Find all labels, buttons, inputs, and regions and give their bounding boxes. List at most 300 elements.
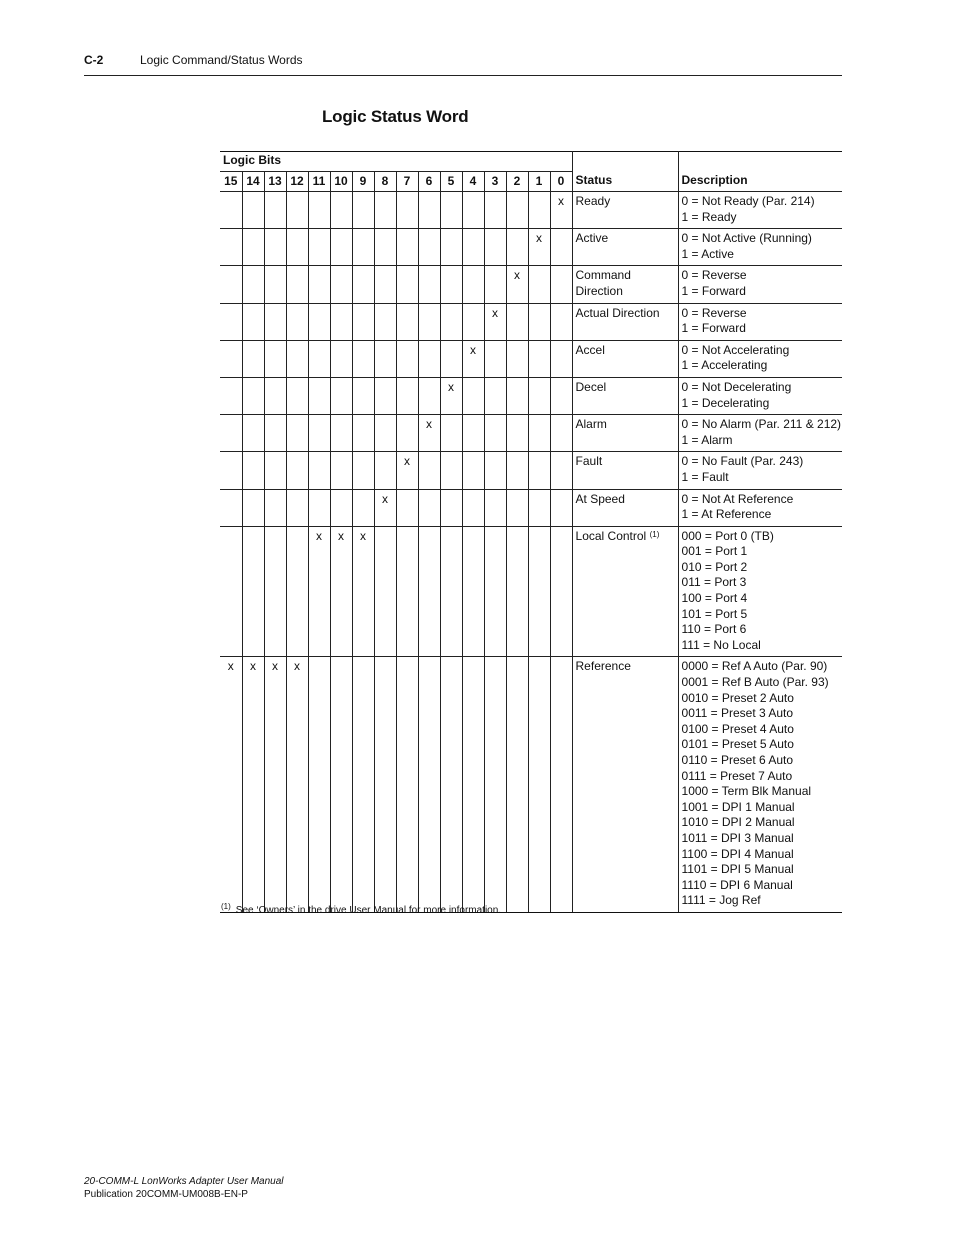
page-header [84, 52, 842, 76]
description-line: 0 = Not At Reference [681, 491, 794, 506]
description-line: 0101 = Preset 5 Auto [681, 737, 794, 752]
status-label: Fault [575, 454, 603, 469]
description-line: 1 = Fault [681, 469, 729, 484]
description-line: 0 = No Alarm (Par. 211 & 212) [681, 417, 842, 432]
description-line: 0111 = Preset 7 Auto [681, 768, 793, 783]
bit-cell [528, 489, 550, 526]
bit-cell [264, 489, 286, 526]
bit-mark: x [374, 489, 396, 526]
bit-mark: x [528, 229, 550, 266]
status-cell [572, 377, 678, 414]
bit-cell [418, 452, 440, 489]
bit-cell [440, 489, 462, 526]
status-text [576, 659, 676, 675]
description-line: 0011 = Preset 3 Auto [681, 706, 794, 721]
bit-cell [462, 229, 484, 266]
description-cell [678, 192, 842, 229]
bit-cell [440, 340, 462, 377]
bit-cell [396, 229, 418, 266]
bit-number-header: 12 [286, 172, 308, 192]
bit-mark: x [220, 657, 242, 913]
status-label: Active [575, 231, 609, 246]
bit-cell [220, 526, 242, 657]
bit-cell [374, 192, 396, 229]
bit-cell [242, 526, 264, 657]
description-line: 1 = Accelerating [681, 358, 768, 373]
table-row [220, 340, 842, 377]
status-cell [572, 340, 678, 377]
bit-cell [396, 340, 418, 377]
logic-status-word-table [220, 151, 842, 913]
bit-number-header: 8 [374, 172, 396, 192]
bit-cell [528, 415, 550, 452]
table-row [220, 452, 842, 489]
bit-cell [462, 415, 484, 452]
description-line: 1101 = DPI 5 Manual [681, 862, 794, 877]
bit-cell [352, 229, 374, 266]
description-cell [678, 340, 842, 377]
bit-cell [330, 229, 352, 266]
bit-cell [418, 340, 440, 377]
bit-cell [264, 415, 286, 452]
bit-cell [330, 415, 352, 452]
bit-cell [440, 526, 462, 657]
bit-cell [330, 452, 352, 489]
bit-cell [352, 377, 374, 414]
status-cell [572, 489, 678, 526]
bit-mark: x [506, 266, 528, 303]
status-cell [572, 657, 678, 913]
bit-cell [352, 266, 374, 303]
bit-number-header: 7 [396, 172, 418, 192]
bit-mark: x [352, 526, 374, 657]
description-cell [678, 229, 842, 266]
bit-cell [528, 192, 550, 229]
description-line: 1011 = DPI 3 Manual [681, 830, 794, 845]
bit-cell [550, 340, 572, 377]
bit-cell [506, 192, 528, 229]
bit-cell [506, 489, 528, 526]
bit-cell [396, 526, 418, 657]
bit-mark: x [440, 377, 462, 414]
table-row [220, 266, 842, 303]
status-label: Local Control [575, 528, 647, 543]
description-line: 1001 = DPI 1 Manual [681, 799, 795, 814]
bit-cell [550, 526, 572, 657]
bit-cell [440, 192, 462, 229]
description-line: 1 = Ready [681, 209, 737, 224]
bit-cell [352, 192, 374, 229]
bit-cell [330, 377, 352, 414]
bit-cell [264, 452, 286, 489]
table-row [220, 415, 842, 452]
bit-cell [374, 526, 396, 657]
bit-cell [528, 657, 550, 913]
description-line: 1000 = Term Blk Manual [681, 784, 812, 799]
description-line: 1 = Forward [681, 321, 746, 336]
description-line: 0100 = Preset 4 Auto [681, 721, 794, 736]
bit-cell [550, 303, 572, 340]
status-text [576, 380, 676, 396]
bit-cell [352, 303, 374, 340]
bit-cell [220, 452, 242, 489]
status-text [576, 231, 676, 247]
bit-cell [286, 229, 308, 266]
table-row [220, 377, 842, 414]
bit-cell [396, 266, 418, 303]
footnote-marker: (1) [221, 902, 231, 911]
bit-mark: x [396, 452, 418, 489]
bit-cell [484, 377, 506, 414]
bit-mark: x [550, 192, 572, 229]
status-text [576, 306, 676, 322]
bit-number-header: 5 [440, 172, 462, 192]
bit-cell [374, 229, 396, 266]
bit-cell [220, 340, 242, 377]
bit-cell [374, 452, 396, 489]
bit-number-header: 14 [242, 172, 264, 192]
bit-cell [440, 657, 462, 913]
bit-cell [330, 266, 352, 303]
bit-cell [242, 415, 264, 452]
description-line: 011 = Port 3 [681, 575, 747, 590]
bit-cell [396, 489, 418, 526]
bit-cell [506, 452, 528, 489]
bit-cell [396, 657, 418, 913]
description-cell [678, 415, 842, 452]
bit-cell [396, 415, 418, 452]
status-text [576, 417, 676, 433]
bit-cell [440, 229, 462, 266]
bit-cell [418, 303, 440, 340]
bit-cell [506, 526, 528, 657]
bit-cell [418, 526, 440, 657]
bit-number-header: 6 [418, 172, 440, 192]
bit-cell [264, 377, 286, 414]
bit-cell [550, 489, 572, 526]
bit-number-header: 11 [308, 172, 330, 192]
bit-cell [506, 303, 528, 340]
footnote-ref: (1) [649, 529, 660, 539]
description-line: 1 = Alarm [681, 432, 733, 447]
status-cell [572, 303, 678, 340]
bit-cell [462, 526, 484, 657]
bit-mark: x [484, 303, 506, 340]
table-header-row-1 [220, 152, 842, 172]
bit-cell [286, 377, 308, 414]
bit-cell [264, 229, 286, 266]
bit-cell [220, 192, 242, 229]
status-text [576, 194, 676, 210]
bit-cell [484, 657, 506, 913]
bit-cell [330, 192, 352, 229]
status-text [576, 492, 676, 508]
bit-cell [462, 377, 484, 414]
bit-cell [220, 377, 242, 414]
description-line: 0 = Reverse [681, 305, 747, 320]
status-text [576, 284, 676, 300]
bit-cell [242, 303, 264, 340]
bit-cell [374, 303, 396, 340]
manual-title: 20-COMM-L LonWorks Adapter User Manual [84, 1176, 284, 1187]
status-cell [572, 526, 678, 657]
bit-cell [308, 266, 330, 303]
bit-cell [374, 415, 396, 452]
description-line: 0 = Reverse [681, 268, 747, 283]
bit-cell [220, 229, 242, 266]
bit-cell [242, 192, 264, 229]
bit-cell [528, 377, 550, 414]
bit-cell [242, 452, 264, 489]
status-label: Decel [575, 379, 607, 394]
bit-cell [418, 192, 440, 229]
description-line: 101 = Port 5 [681, 606, 748, 621]
bit-cell [528, 526, 550, 657]
table-body [220, 192, 842, 913]
description-line: 010 = Port 2 [681, 559, 748, 574]
page-footer [84, 1175, 284, 1201]
bit-cell [286, 526, 308, 657]
bit-cell [308, 377, 330, 414]
status-cell [572, 192, 678, 229]
status-label: Ready [575, 194, 611, 208]
bit-number-header: 1 [528, 172, 550, 192]
description-line: 001 = Port 1 [681, 544, 748, 559]
status-label: Accel [575, 342, 605, 357]
bit-mark: x [286, 657, 308, 913]
description-line: 1111 = Jog Ref [681, 893, 761, 908]
description-cell [678, 452, 842, 489]
bit-cell [330, 303, 352, 340]
bit-cell [286, 266, 308, 303]
description-line: 100 = Port 4 [681, 591, 748, 606]
status-cell [572, 415, 678, 452]
status-label: Command [575, 268, 631, 283]
bit-cell [330, 489, 352, 526]
bit-cell [484, 415, 506, 452]
bit-cell [308, 192, 330, 229]
status-label: Actual Direction [575, 305, 660, 320]
bit-cell [220, 415, 242, 452]
bit-cell [550, 452, 572, 489]
description-line: 0000 = Ref A Auto (Par. 90) [681, 659, 828, 674]
bit-mark: x [418, 415, 440, 452]
bit-cell [440, 266, 462, 303]
description-line: 1110 = DPI 6 Manual [681, 877, 793, 892]
bit-mark: x [330, 526, 352, 657]
bit-number-header: 13 [264, 172, 286, 192]
bit-cell [374, 377, 396, 414]
bit-cell [352, 415, 374, 452]
table-row [220, 526, 842, 657]
bit-cell [396, 192, 418, 229]
description-line: 0 = Not Ready (Par. 214) [681, 194, 815, 208]
status-text [576, 268, 676, 284]
description-line: 1 = Decelerating [681, 395, 770, 410]
bit-cell [506, 657, 528, 913]
status-column-header: Status [572, 152, 678, 192]
bit-number-header: 9 [352, 172, 374, 192]
bit-cell [440, 415, 462, 452]
bit-cell [374, 657, 396, 913]
description-line: 1100 = DPI 4 Manual [681, 846, 794, 861]
bit-cell [264, 266, 286, 303]
logic-bits-label: Logic Bits [220, 152, 572, 172]
bit-cell [352, 489, 374, 526]
bit-cell [308, 303, 330, 340]
chapter-title: Logic Command/Status Words [140, 53, 303, 67]
bit-cell [264, 526, 286, 657]
bit-cell [220, 489, 242, 526]
bit-cell [308, 229, 330, 266]
bit-cell [352, 340, 374, 377]
description-line: 000 = Port 0 (TB) [681, 528, 774, 543]
bit-mark: x [264, 657, 286, 913]
bit-cell [462, 303, 484, 340]
bit-cell [242, 489, 264, 526]
description-cell [678, 489, 842, 526]
description-line: 1 = Active [681, 246, 734, 261]
bit-mark: x [308, 526, 330, 657]
bit-cell [440, 452, 462, 489]
bit-mark: x [462, 340, 484, 377]
bit-cell [550, 657, 572, 913]
bit-cell [484, 489, 506, 526]
status-text [576, 454, 676, 470]
bit-cell [308, 415, 330, 452]
bit-cell [220, 303, 242, 340]
description-line: 110 = Port 6 [681, 622, 747, 637]
footnote-text: See ‘Owners’ in the drive User Manual for more information. [235, 905, 502, 916]
bit-cell [550, 415, 572, 452]
bit-cell [264, 340, 286, 377]
bit-mark: x [242, 657, 264, 913]
bit-cell [528, 303, 550, 340]
bit-cell [550, 229, 572, 266]
bit-cell [462, 489, 484, 526]
status-cell [572, 452, 678, 489]
bit-cell [550, 266, 572, 303]
bit-cell [264, 303, 286, 340]
bit-cell [484, 526, 506, 657]
description-cell [678, 303, 842, 340]
bit-cell [484, 229, 506, 266]
bit-cell [374, 266, 396, 303]
description-line: 0 = Not Accelerating [681, 342, 790, 357]
bit-number-header: 0 [550, 172, 572, 192]
bit-cell [440, 303, 462, 340]
bit-cell [286, 192, 308, 229]
bit-cell [506, 415, 528, 452]
bit-cell [308, 657, 330, 913]
bit-cell [418, 657, 440, 913]
bit-cell [462, 266, 484, 303]
description-cell [678, 526, 842, 657]
description-line: 1010 = DPI 2 Manual [681, 815, 795, 830]
description-line: 0001 = Ref B Auto (Par. 93) [681, 675, 829, 690]
description-line: 0110 = Preset 6 Auto [681, 753, 794, 767]
publication-number: Publication 20COMM-UM008B-EN-P [84, 1189, 248, 1200]
bit-number-header: 3 [484, 172, 506, 192]
bit-cell [264, 192, 286, 229]
description-line: 0 = Not Decelerating [681, 379, 792, 394]
status-label: Reference [575, 659, 631, 674]
bit-number-header: 10 [330, 172, 352, 192]
bit-cell [220, 266, 242, 303]
status-cell [572, 229, 678, 266]
bit-number-header: 2 [506, 172, 528, 192]
bit-cell [506, 340, 528, 377]
bit-cell [396, 303, 418, 340]
bit-cell [286, 415, 308, 452]
bit-cell [330, 340, 352, 377]
bit-cell [396, 377, 418, 414]
bit-cell [506, 377, 528, 414]
table-row [220, 303, 842, 340]
description-cell [678, 377, 842, 414]
status-label: Direction [575, 283, 623, 298]
description-cell [678, 657, 842, 913]
table-row [220, 489, 842, 526]
bit-cell [550, 377, 572, 414]
bit-cell [462, 192, 484, 229]
footnote [221, 902, 502, 916]
bit-cell [242, 340, 264, 377]
status-text [576, 529, 676, 545]
table-header [220, 152, 842, 192]
bit-cell [352, 452, 374, 489]
description-line: 1 = At Reference [681, 507, 772, 522]
description-line: 0 = No Fault (Par. 243) [681, 454, 804, 469]
bit-cell [484, 340, 506, 377]
description-line: 111 = No Local [681, 637, 761, 652]
description-line: 1 = Forward [681, 283, 746, 298]
bit-cell [418, 266, 440, 303]
table-row [220, 192, 842, 229]
bit-cell [528, 266, 550, 303]
bit-cell [418, 489, 440, 526]
bit-cell [242, 377, 264, 414]
bit-cell [286, 303, 308, 340]
bit-cell [484, 192, 506, 229]
table-row [220, 657, 842, 913]
bit-cell [352, 657, 374, 913]
status-text [576, 343, 676, 359]
bit-cell [418, 229, 440, 266]
bit-cell [308, 340, 330, 377]
bit-cell [286, 452, 308, 489]
bit-cell [374, 340, 396, 377]
status-label: Alarm [575, 417, 607, 432]
bit-cell [484, 266, 506, 303]
description-line: 0 = Not Active (Running) [681, 231, 812, 246]
bit-cell [308, 489, 330, 526]
bit-cell [330, 657, 352, 913]
bit-cell [418, 377, 440, 414]
description-column-header: Description [678, 152, 842, 192]
description-cell [678, 266, 842, 303]
table-row [220, 229, 842, 266]
bit-cell [286, 340, 308, 377]
bit-number-header: 4 [462, 172, 484, 192]
bit-cell [506, 229, 528, 266]
bit-cell [308, 452, 330, 489]
bit-cell [242, 229, 264, 266]
status-cell [572, 266, 678, 303]
bit-cell [484, 452, 506, 489]
bit-cell [242, 266, 264, 303]
section-title: Logic Status Word [322, 107, 469, 126]
